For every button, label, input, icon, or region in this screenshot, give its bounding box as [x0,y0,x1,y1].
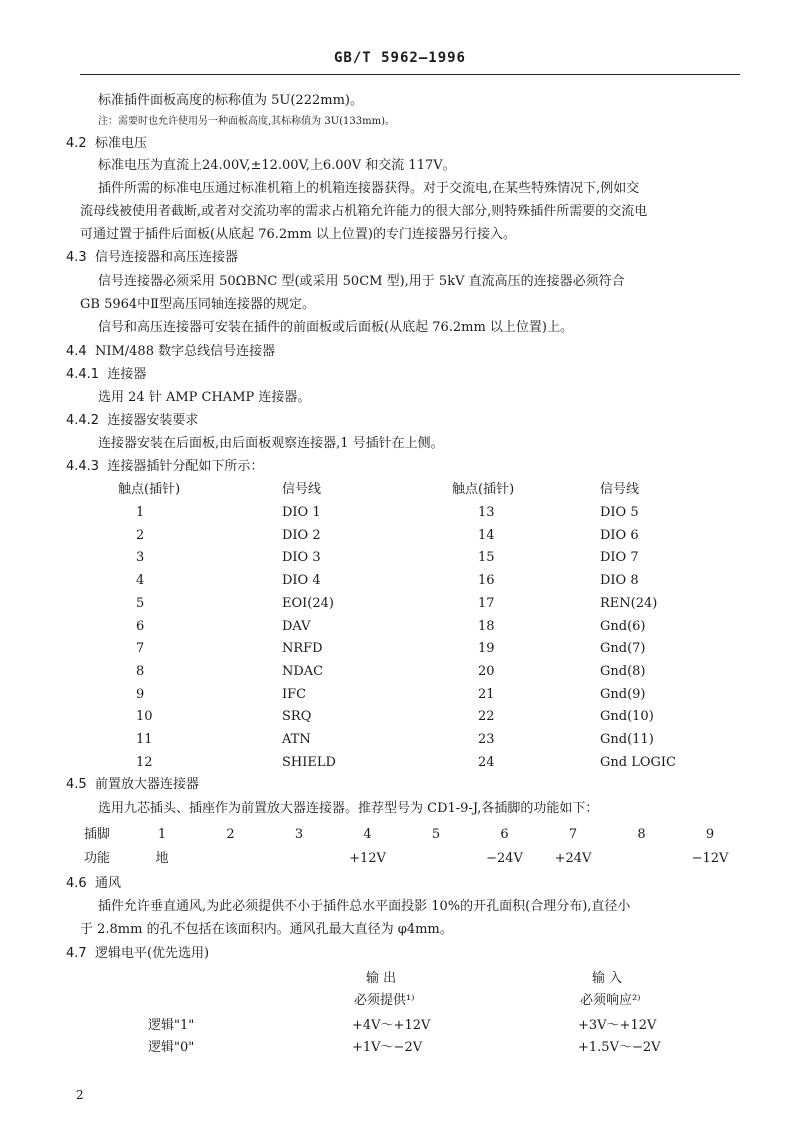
pinout-function: 地 [155,851,169,866]
pin-contact-cell: 10 [136,709,153,725]
logic-input-subheading: 必须响应²⁾ [580,993,641,1008]
pin-contact-cell: 21 [478,686,495,702]
pin-contact-cell: 23 [478,732,495,747]
pin-contact-cell: 12 [136,754,153,770]
pinout-function: −24V [486,851,523,866]
section-title: 信号连接器和高压连接器 [94,250,238,265]
section-number: 4.5 [66,777,87,792]
pinout-pin-label: 插脚 [84,827,111,842]
pinout-pin-number: 5 [431,827,441,842]
pin-signal-cell: DIO 5 [600,505,639,520]
pin-contact-cell: 19 [478,641,495,657]
section-title: 通风 [94,876,121,891]
pin-signal-cell: Gnd LOGIC [600,754,676,770]
pin-signal-cell: Gnd(6) [600,618,646,634]
pinout-pin-number: 9 [705,827,715,842]
pin-contact-cell: 4 [136,573,145,589]
pin-header-signal: 信号线 [282,482,322,497]
pin-contact-cell: 11 [136,732,153,747]
pinout-pin-number: 4 [363,827,372,842]
connector-mount-paragraph: 信号和高压连接器可安装在插件的前面板或后面板(从底起 76.2mm 以上位置)上。 [98,320,574,335]
pin-header-contact: 触点(插针) [118,482,181,497]
pin-signal-cell: Gnd(10) [600,709,654,725]
logic-row-label: 逻辑"0" [148,1040,195,1055]
panel-height-paragraph: 标准插件面板高度的标称值为 5U(222mm)。 [98,93,363,108]
section-title: 连接器插针分配如下所示： [107,459,264,474]
pinout-pin-number: 3 [294,827,304,842]
pin-signal-cell: SHIELD [282,754,336,770]
header-rule [80,74,740,75]
pin-signal-cell: DIO 2 [282,527,321,543]
pin-signal-cell: Gnd(8) [600,663,646,679]
section-number: 4.4.3 [66,459,100,474]
voltage-paragraph: 标准电压为直流上24.00V,±12.00V,上6.00V 和交流 117V。 [98,158,456,173]
section-4-4-3-heading [66,458,263,476]
pinout-pin-number: 7 [568,827,578,842]
section-4-7-heading [66,945,209,963]
section-title: 标准电压 [94,136,147,151]
section-number: 4.4.1 [66,367,100,382]
section-4-6-heading [66,875,121,893]
voltage-detail-line-1: 插件所需的标准电压通过标准机箱上的机箱连接器获得。对于交流电,在某些特殊情况下,例如交 [98,181,640,196]
section-4-4-2-heading [66,412,198,430]
section-number: 4.2 [66,136,87,151]
pin-signal-cell: DAV [282,618,311,634]
section-title: NIM/488 数字总线信号连接器 [94,344,276,359]
pin-contact-cell: 20 [478,663,495,679]
pinout-function: +12V [349,851,386,866]
pin-contact-cell: 17 [478,595,495,611]
pinout-function: +24V [554,851,592,866]
pin-signal-cell: SRQ [282,709,312,725]
section-4-3-heading [66,249,238,267]
pin-contact-cell: 7 [136,641,145,657]
pin-signal-cell: NDAC [282,663,324,679]
pinout-pin-number: 2 [226,827,235,842]
pin-signal-cell: DIO 8 [600,573,639,589]
connector-paragraph-line-1: 信号连接器必须采用 50ΩBNC 型(或采用 50CM 型),用于 5kV 直流高压的连接器必须符合 [98,274,625,289]
pin-contact-cell: 5 [136,595,145,611]
pinout-pin-number: 1 [157,827,167,842]
pin-contact-cell: 6 [136,618,145,634]
connector-choice-paragraph: 选用 24 针 AMP CHAMP 连接器。 [98,390,311,405]
pin-signal-cell: Gnd(7) [600,641,646,657]
pin-contact-cell: 22 [478,709,495,725]
pin-contact-cell: 24 [478,754,495,770]
logic-row-label: 逻辑"1" [148,1018,195,1033]
pinout-function: −12V [691,851,729,866]
logic-row-input: +3V～+12V [578,1018,657,1033]
section-4-2-heading [66,135,147,153]
pin-contact-cell: 13 [478,505,495,520]
pin-signal-cell: IFC [282,686,307,702]
connector-paragraph-line-2: GB 5964中Ⅱ型高压同轴连接器的规定。 [80,297,315,312]
section-title: 连接器 [107,367,147,382]
pin-signal-cell: EOI(24) [282,595,334,611]
logic-output-subheading: 必须提供¹⁾ [354,993,415,1008]
section-number: 4.7 [66,946,87,961]
section-title: 连接器安装要求 [107,413,199,428]
pinout-pin-number: 6 [500,827,509,842]
ventilation-line-2: 于 2.8mm 的孔不包括在该面积内。通风孔最大直径为 φ4mm。 [80,922,453,937]
pin-contact-cell: 18 [478,618,495,634]
section-number: 4.6 [66,876,87,891]
preamp-paragraph: 选用九芯插头、插座作为前置放大器连接器。推荐型号为 CD1-9-J,各插脚的功能如下： [98,801,599,816]
pin-header-signal: 信号线 [600,482,640,497]
pin-signal-cell: Gnd(9) [600,686,646,702]
pin-signal-cell: DIO 4 [282,573,321,589]
section-title: 逻辑电平(优先选用) [94,946,210,961]
pin-signal-cell: REN(24) [600,595,658,611]
pin-signal-cell: DIO 7 [600,550,639,566]
section-title: 前置放大器连接器 [94,777,199,792]
logic-row-input: +1.5V～−2V [578,1040,661,1055]
logic-row-output: +4V～+12V [352,1018,431,1033]
pin-signal-cell: Gnd(11) [600,732,654,747]
voltage-detail-line-3: 可通过置于插件后面板(从底起 76.2mm 以上位置)的专门连接器另行接入。 [80,227,517,242]
connector-install-paragraph: 连接器安装在后面板,由后面板观察连接器,1 号插针在上侧。 [98,436,444,451]
pin-contact-cell: 14 [478,527,495,543]
pinout-function-label: 功能 [84,851,111,866]
section-4-4-heading [66,343,275,361]
pin-signal-cell: ATN [282,732,311,747]
pin-header-contact: 触点(插针) [452,482,515,497]
pin-signal-cell: DIO 3 [282,550,321,566]
pin-signal-cell: DIO 1 [282,505,321,520]
logic-input-heading: 输 入 [592,971,623,986]
pin-signal-cell: NRFD [282,641,323,657]
section-number: 4.4 [66,344,87,359]
pin-contact-cell: 8 [136,663,145,679]
logic-output-heading: 输 出 [366,971,397,986]
section-4-5-heading [66,776,199,794]
pin-contact-cell: 16 [478,573,495,589]
voltage-detail-line-2: 流母线被使用者截断,或者对交流功率的需求占机箱允许能力的很大部分,则特殊插件所需要的交流电 [80,204,648,219]
panel-height-note: 注：需要时也允许使用另一种面板高度,其标称值为 3U(133mm)。 [98,116,396,127]
pin-contact-cell: 3 [136,550,145,566]
pin-contact-cell: 1 [136,505,145,520]
pin-contact-cell: 9 [136,686,145,702]
section-number: 4.4.2 [66,413,100,428]
pin-signal-cell: DIO 6 [600,527,639,543]
page-number: 2 [76,1088,84,1102]
pin-contact-cell: 2 [136,527,145,543]
pinout-pin-number: 8 [637,827,646,842]
section-4-4-1-heading [66,366,146,384]
ventilation-line-1: 插件允许垂直通风,为此必须提供不小于插件总水平面投影 10%的开孔面积(合理分布),直径小 [98,899,631,914]
section-number: 4.3 [66,250,87,265]
logic-row-output: +1V～−2V [352,1040,423,1055]
standard-header: GB/T 5962—1996 [333,50,466,66]
pin-contact-cell: 15 [478,550,495,566]
